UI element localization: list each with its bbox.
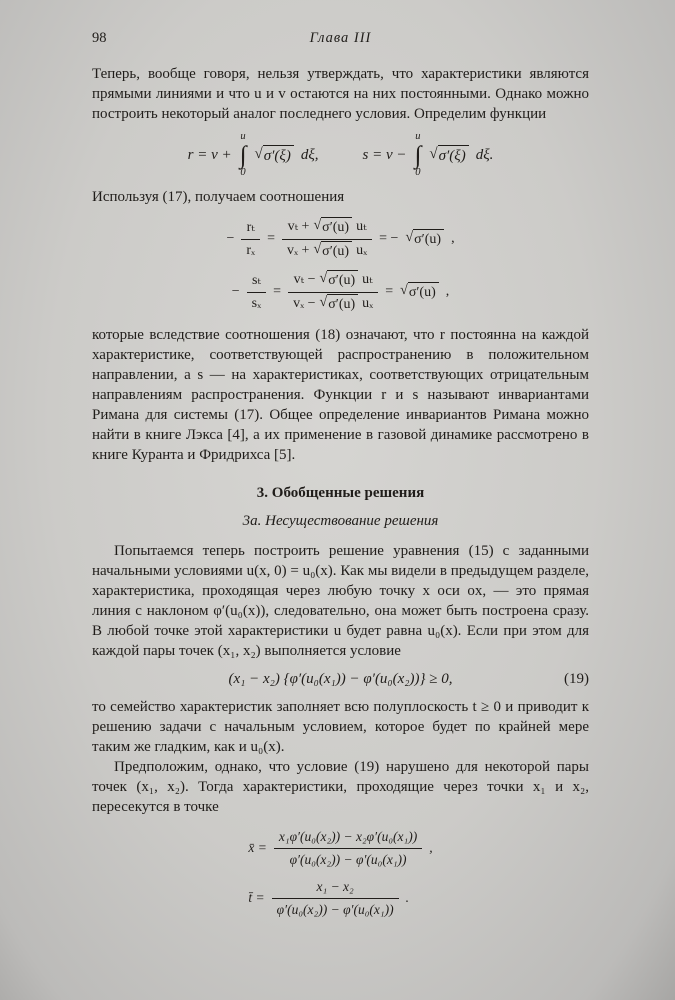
math-differential: dξ, (300, 147, 319, 164)
radical-glyph: √ (400, 282, 408, 298)
radical-glyph: √ (429, 145, 438, 162)
formula-tbar (248, 877, 409, 920)
fraction-v-u-s (288, 270, 378, 315)
paragraph-intro: Теперь, вообще говоря, нельзя утверждать, что характеристики являются прямыми линиями и что u и v остаются на них постоянными. Однако можно построить некоторый аналог последнего условия. Определим функции (92, 66, 589, 122)
sqrt-argument: σ′(u) (321, 241, 352, 262)
fraction-denominator: rₓ (241, 239, 260, 261)
sqrt-argument: σ′(u) (408, 282, 439, 303)
paragraph-half-plane: то семейство характеристик заполняет всю полуплоскость t ≥ 0 и приводит к решению задачи с начальным условием, которое будет по крайней мере таким же гладким, как и u₀(x). (92, 698, 589, 755)
sqrt-expression (254, 145, 293, 166)
paragraph-using-17: Используя (17), получаем соотношения (92, 188, 345, 205)
sqrt-expression (320, 270, 359, 291)
integral-lower-limit: 0 (240, 167, 246, 179)
math-equals: = (267, 231, 275, 247)
formula-xbar (248, 827, 432, 870)
sqrt-argument: σ′(ξ) (263, 145, 294, 166)
integral-glyph: ∫ (239, 141, 247, 169)
condition-19-body: (x₁ − x₂) {φ′(u₀(x₁)) − φ′(u₀(x₂))} ≥ 0, (228, 670, 453, 687)
fraction-numerator (288, 270, 378, 292)
radical-glyph: √ (405, 229, 414, 245)
radical-glyph: √ (319, 270, 328, 286)
fraction-numerator: sₜ (251, 272, 261, 288)
math-differential: dξ. (475, 147, 494, 164)
math-term: uₓ (362, 296, 374, 312)
radical-glyph: √ (313, 217, 322, 233)
sqrt-argument: σ′(u) (327, 294, 358, 315)
sqrt-expression (313, 217, 352, 238)
sqrt-expression (320, 294, 359, 315)
math-comma: , (451, 231, 455, 247)
integral-upper-limit: u (240, 131, 246, 142)
math-lhs-r: r = v + (187, 147, 232, 164)
math-term: vₜ + (287, 219, 310, 235)
radical-glyph: √ (254, 145, 263, 162)
integral-sign (240, 132, 247, 179)
equation-number: (19) (564, 670, 589, 687)
math-sign: − (226, 231, 235, 247)
fraction-denominator (282, 239, 372, 262)
math-comma: , (445, 284, 450, 300)
integral-lower-limit: 0 (415, 167, 421, 179)
chapter-title: Глава III (309, 30, 372, 46)
paragraph-riemann-invariants: которые вследствие соотношения (18) означают, что r постоянна на каждой характеристике, соответствующей распространению в положительном направлении, а s — на характеристиках, соответствующих отрицательным направлениям распространения. Функции r и s называют инвариантами Римана для системы (17). Общее определение инвариантов Римана можно найти в книге Лэкса [4], а их применение в газовой динамике рассмотрено в книге Куранта и Фридрихса [5]. (92, 326, 589, 463)
fraction-denominator: φ′(u₀(x₂)) − φ′(u₀(x₁)) (272, 898, 399, 920)
radical-glyph: √ (313, 241, 322, 257)
sqrt-argument: σ′(u) (327, 270, 358, 291)
sqrt-argument: σ′(u) (413, 229, 444, 250)
fraction-denominator: sₓ (247, 292, 267, 314)
integral-glyph: ∫ (414, 141, 422, 169)
math-equals: = (385, 284, 394, 300)
page-number: 98 (92, 30, 107, 46)
paragraph-characteristics-construction: Попытаемся теперь построить решение уравнения (15) с заданными начальными условиями u(x, 0) = u₀(x). Как мы видели в предыдущем разделе, характеристика, проходящая через любую точку x оси ox, — это прямая линия с наклоном φ′(u₀(x)), следовательно, она может быть построена сразу. В любой точке этой характеристики u будет равна u₀(x). Если при этом для каждой пары точек (x₁, x₂) выполняется условие (92, 542, 589, 659)
page-header (92, 28, 589, 48)
fraction-numerator (282, 217, 372, 239)
fraction-denominator (288, 292, 378, 315)
formula-relation-r (226, 217, 454, 262)
formula-characteristic-relations (92, 217, 589, 315)
integral-sign (415, 132, 422, 179)
fraction-denominator: φ′(u₀(x₂)) − φ′(u₀(x₁)) (274, 848, 422, 870)
math-lhs-xbar: x̄ = (248, 840, 267, 856)
fraction-st-sx (247, 271, 267, 314)
formula-relation-s (232, 270, 450, 315)
radical-glyph: √ (319, 294, 328, 310)
section-heading: 3. Обобщенные решения (256, 484, 425, 501)
sqrt-argument: σ′(u) (321, 217, 352, 238)
math-term: vₜ − (293, 272, 316, 288)
subsection-heading: 3а. Несуществование решения (242, 512, 439, 529)
math-period: . (405, 890, 409, 906)
fraction-v-u-r (282, 217, 372, 262)
fraction-tbar (272, 877, 399, 920)
formula-intersection-point (248, 827, 432, 920)
math-term: vₓ − (293, 296, 316, 312)
math-equals-minus: = − (379, 231, 399, 247)
math-lhs-tbar: t̄ = (248, 890, 265, 906)
fraction-numerator: x₁ − x₂ (316, 878, 354, 894)
fraction-numerator: x₁φ′(u₀(x₂)) − x₂φ′(u₀(x₁)) (278, 828, 418, 844)
fraction-numerator: rₜ (246, 219, 255, 235)
formula-condition-19 (92, 669, 589, 689)
sqrt-expression (313, 241, 352, 262)
paragraph-condition-violated: Предположим, однако, что условие (19) нарушено для некоторой пары точек (x₁, x₂). Тогда характеристики, проходящие через точки x₁ и x₂, пересекутся в точке (92, 758, 589, 815)
formula-riemann-invariants-definition (92, 132, 589, 179)
sqrt-argument: σ′(ξ) (438, 145, 469, 166)
math-equals: = (273, 284, 282, 300)
fraction-rt-rx (241, 218, 260, 261)
sqrt-expression (400, 282, 439, 303)
math-term: vₓ + (286, 243, 310, 259)
math-term: uₜ (362, 272, 373, 288)
math-lhs-s: s = v − (362, 147, 407, 164)
math-sign: − (231, 284, 240, 300)
sqrt-expression (429, 145, 468, 166)
integral-upper-limit: u (415, 131, 421, 142)
math-comma: , (429, 840, 433, 856)
math-term: uₓ (356, 243, 368, 259)
fraction-xbar (274, 827, 422, 870)
math-term: uₜ (356, 219, 367, 235)
sqrt-expression (405, 229, 444, 250)
